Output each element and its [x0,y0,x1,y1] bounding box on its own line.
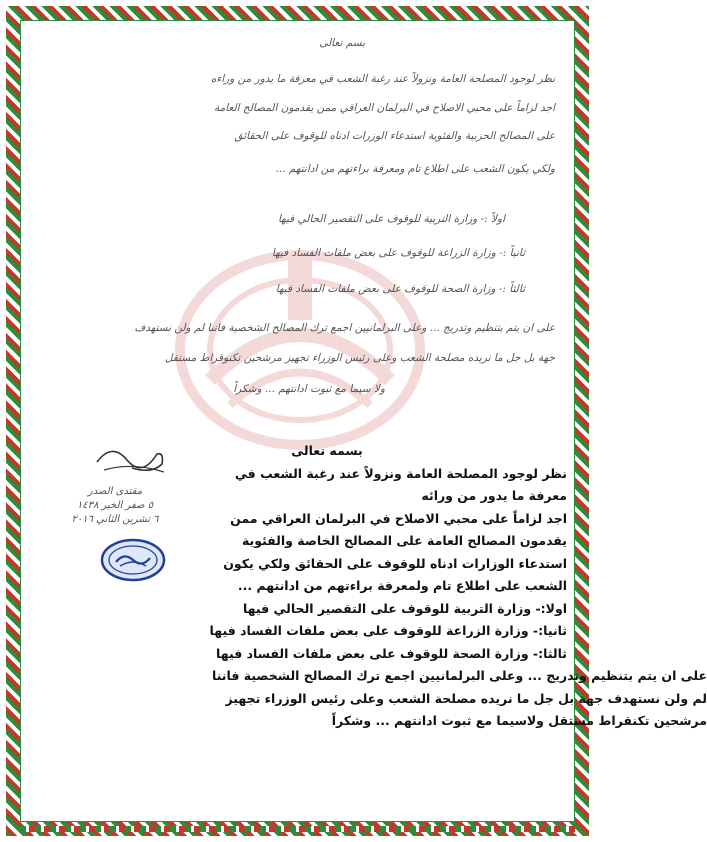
typed-line: ثالثا:- وزارة الصحة للوقوف على بعض ملفات الفساد فيها [216,645,567,661]
handwritten-line: نظر لوجود المصلحة العامة ونزولاً عند رغبة الشعب في معرفة ما يدور من وراءه [210,73,555,85]
typed-line: لم ولن نستهدف جهة بل جل ما نريده مصلحة الشعب وعلى رئيس الوزراء تجهيز [225,690,707,706]
handwritten-line: اولاً :- وزارة التربية للوقوف على التقصير الحالي فيها [277,213,505,225]
signature-date-gregorian: ٦ تشرين الثاني ٢٠١٦ [71,514,159,525]
typed-line: الشعب على اطلاع تام ولمعرفة براءتهم من ادانتهم ... [237,578,567,593]
typed-line: ثانيا:- وزارة الزراعة للوقوف على بعض ملفات الفساد فيها [209,623,567,638]
typed-title: بسمه تعالى [291,443,363,458]
handwritten-line: على ان يتم بتنظيم وتدريج ... وعلى البرلمانيين اجمع ترك المصالح الشخصية فاننا لم ولن نستهدف [134,322,555,334]
typed-line: معرفة ما يدور من ورائه [421,488,567,503]
handwritten-line: ولا سيما مع ثبوت ادانتهم ... وشكراً [233,383,385,395]
watermark-emblem [150,230,450,460]
typed-transcription [147,440,707,733]
typed-line: استدعاء الوزارات ادناه للوقوف على الحقائق ولكي يكون [223,555,567,571]
handwritten-line: ثانياً :- وزارة الزراعة للوقوف على بعض ملفات الفساد فيها [271,247,525,259]
handwritten-line: اجد لزاماً على محبي الاصلاح في البرلمان العراقي ممن يقدمون المصالح العامة [213,102,555,114]
typed-line: اجد لزاماً على محبي الاصلاح في البرلمان العراقي ممن [230,510,567,526]
signature-name: مقتدى الصدر [87,486,143,497]
typed-line: يقدمون المصالح العامة على المصالح الخاصة والفئوية [241,533,567,548]
typed-line: اولا:- وزارة التربية للوقوف على التقصير الحالي فيها [242,600,567,616]
typed-line: نظر لوجود المصلحة العامة ونزولاً عند رغبة الشعب في [234,465,567,481]
handwritten-line: على المصالح الحزبية والفئوية استدعاء الوزرات ادناه للوقوف على الحقائق [234,130,555,142]
handwritten-title: بسم تعالى [319,37,365,49]
bottom-decorative-strip [20,826,575,832]
typed-line: على ان يتم بتنظيم وتدريج ... وعلى البرلمانيين اجمع ترك المصالح الشخصية فاننا [212,668,707,683]
signature-date-hijri: ٥ صفر الخير ١٤٣٨ [76,500,154,511]
handwritten-line: ثالثاً :- وزارة الصحة للوقوف على بعض ملفات الفساد فيها [275,283,525,295]
handwritten-line: ولكي يكون الشعب على اطلاع تام ومعرفة براءتهم من ادانتهم ... [275,163,555,175]
typed-line: مرشحين تكنقراط مستقل ولاسيما مع ثبوت ادانتهم ... وشكراً [331,713,707,728]
handwritten-line: جهة بل جل ما نريده مصلحة الشعب وعلى رئيس الوزراء تجهيز مرشحين تكنوقراط مستقل [164,352,555,364]
